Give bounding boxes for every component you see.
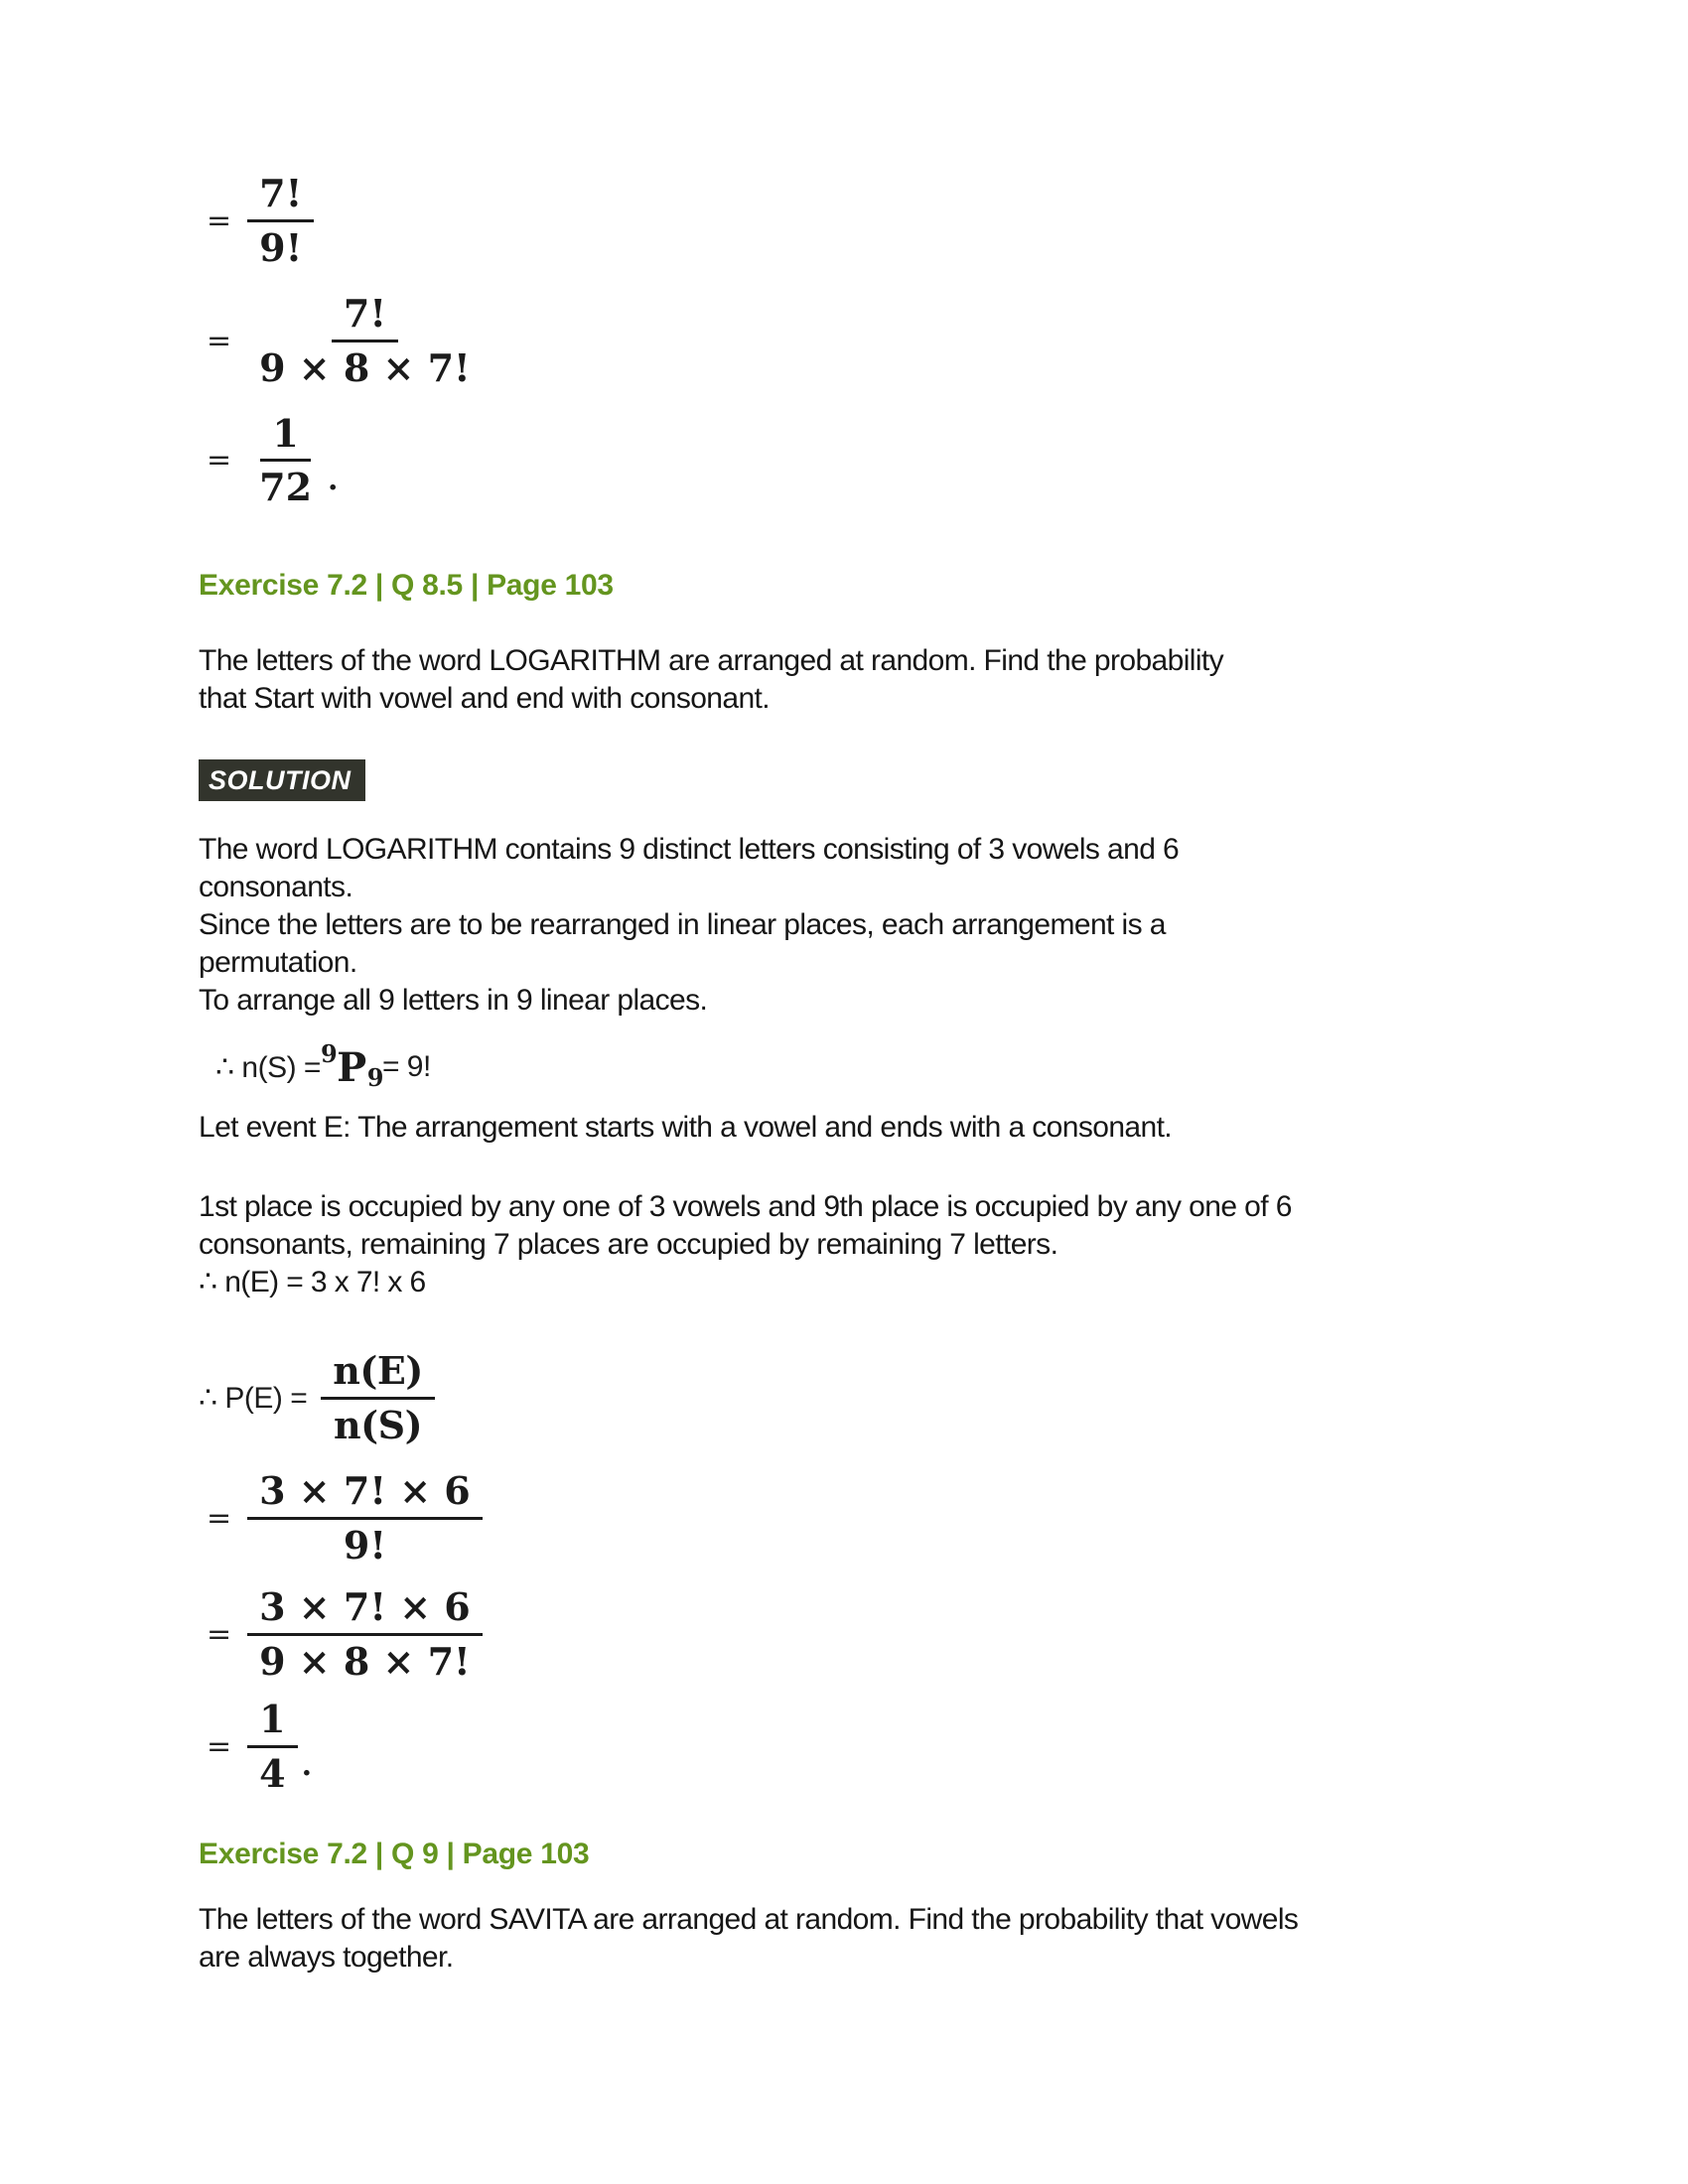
fraction — [247, 171, 314, 270]
fraction-denominator: 9 × 8 × 7! — [259, 344, 471, 390]
text-line: that Start with vowel and end with consonant. — [199, 682, 771, 716]
text-line: consonants, remaining 7 places are occupied by remaining 7 letters. — [199, 1228, 1058, 1262]
text-line: are always together. — [199, 1941, 454, 1975]
formula-suffix: = 9! — [381, 1050, 431, 1084]
fraction-denominator: n(S) — [334, 1403, 423, 1448]
exercise-heading-q9[interactable]: Exercise 7.2 | Q 9 | Page 103 — [199, 1838, 590, 1871]
fraction-numerator: 3 × 7! × 6 — [247, 1471, 483, 1520]
equals-sign: = — [207, 443, 232, 478]
equation-line — [207, 1583, 1499, 1684]
formula-prefix: ∴ n(S) = — [215, 1050, 321, 1084]
text-line: The letters of the word LOGARITHM are arranged at random. Find the probability — [199, 644, 1224, 678]
fraction-numerator: 3 × 7! × 6 — [247, 1587, 483, 1636]
equals-sign: = — [207, 203, 232, 238]
fraction-denominator: 9 × 8 × 7! — [259, 1638, 471, 1684]
fraction-denominator: 4 — [259, 1750, 286, 1796]
permutation-symbol: P — [337, 1043, 366, 1091]
fraction-numerator: 1 — [247, 1700, 297, 1748]
text-line: 1st place is occupied by any one of 3 vowels and 9th place is occupied by any one of 6 — [199, 1190, 1292, 1224]
equals-sign: = — [207, 1616, 232, 1652]
text-line: permutation. — [199, 946, 357, 980]
ns-formula — [215, 1039, 1499, 1095]
solution-badge: SOLUTION — [199, 759, 365, 801]
text-line: ∴ n(E) = 3 x 7! x 6 — [199, 1266, 426, 1299]
question-q9 — [199, 1901, 1499, 1977]
fraction-denominator: 9! — [259, 224, 303, 270]
pe-formula — [199, 1348, 1499, 1448]
solution-continuation-equations — [199, 171, 1499, 510]
fraction-denominator: 9! — [343, 1523, 386, 1569]
text-line: Since the letters are to be rearranged in linear places, each arrangement is a — [199, 908, 1166, 942]
period: . — [328, 463, 339, 498]
result-equations — [199, 1468, 1499, 1796]
text-line: consonants. — [199, 871, 353, 904]
equals-sign: = — [207, 1728, 232, 1764]
fraction — [247, 1583, 483, 1684]
fraction — [321, 1348, 435, 1448]
fraction — [247, 1696, 297, 1796]
text-line: To arrange all 9 letters in 9 linear places. — [199, 984, 708, 1018]
equals-sign: = — [207, 323, 232, 358]
fraction-numerator: n(E) — [321, 1351, 435, 1400]
event-definition-line: Let event E: The arrangement starts with a vowel and ends with a consonant. — [199, 1111, 1173, 1145]
permutation-superscript: 9 — [320, 1038, 338, 1068]
solution-paragraph — [199, 831, 1499, 1020]
fraction-numerator: 7! — [247, 174, 314, 222]
fraction — [247, 290, 483, 390]
fraction-denominator: 72 — [259, 465, 313, 510]
text-line: The letters of the word SAVITA are arranged at random. Find the probability that vowels — [199, 1903, 1299, 1937]
places-paragraph — [199, 1188, 1499, 1301]
fraction — [247, 410, 324, 510]
fraction-numerator: 7! — [332, 294, 398, 342]
question-q8-5 — [199, 642, 1499, 718]
text-line: The word LOGARITHM contains 9 distinct letters consisting of 3 vowels and 6 — [199, 833, 1180, 867]
equation-line — [207, 290, 1499, 390]
exercise-heading-q8-5[interactable]: Exercise 7.2 | Q 8.5 | Page 103 — [199, 569, 614, 603]
fraction — [247, 1468, 483, 1569]
equation-line — [207, 171, 1499, 270]
formula-prefix: ∴ P(E) = — [199, 1382, 308, 1416]
period: . — [301, 1748, 313, 1784]
fraction-numerator: 1 — [260, 414, 310, 463]
equation-line — [207, 410, 1499, 510]
permutation-subscript: 9 — [366, 1062, 383, 1092]
equals-sign: = — [207, 1501, 232, 1537]
equation-line — [207, 1696, 1499, 1796]
equation-line — [207, 1468, 1499, 1569]
